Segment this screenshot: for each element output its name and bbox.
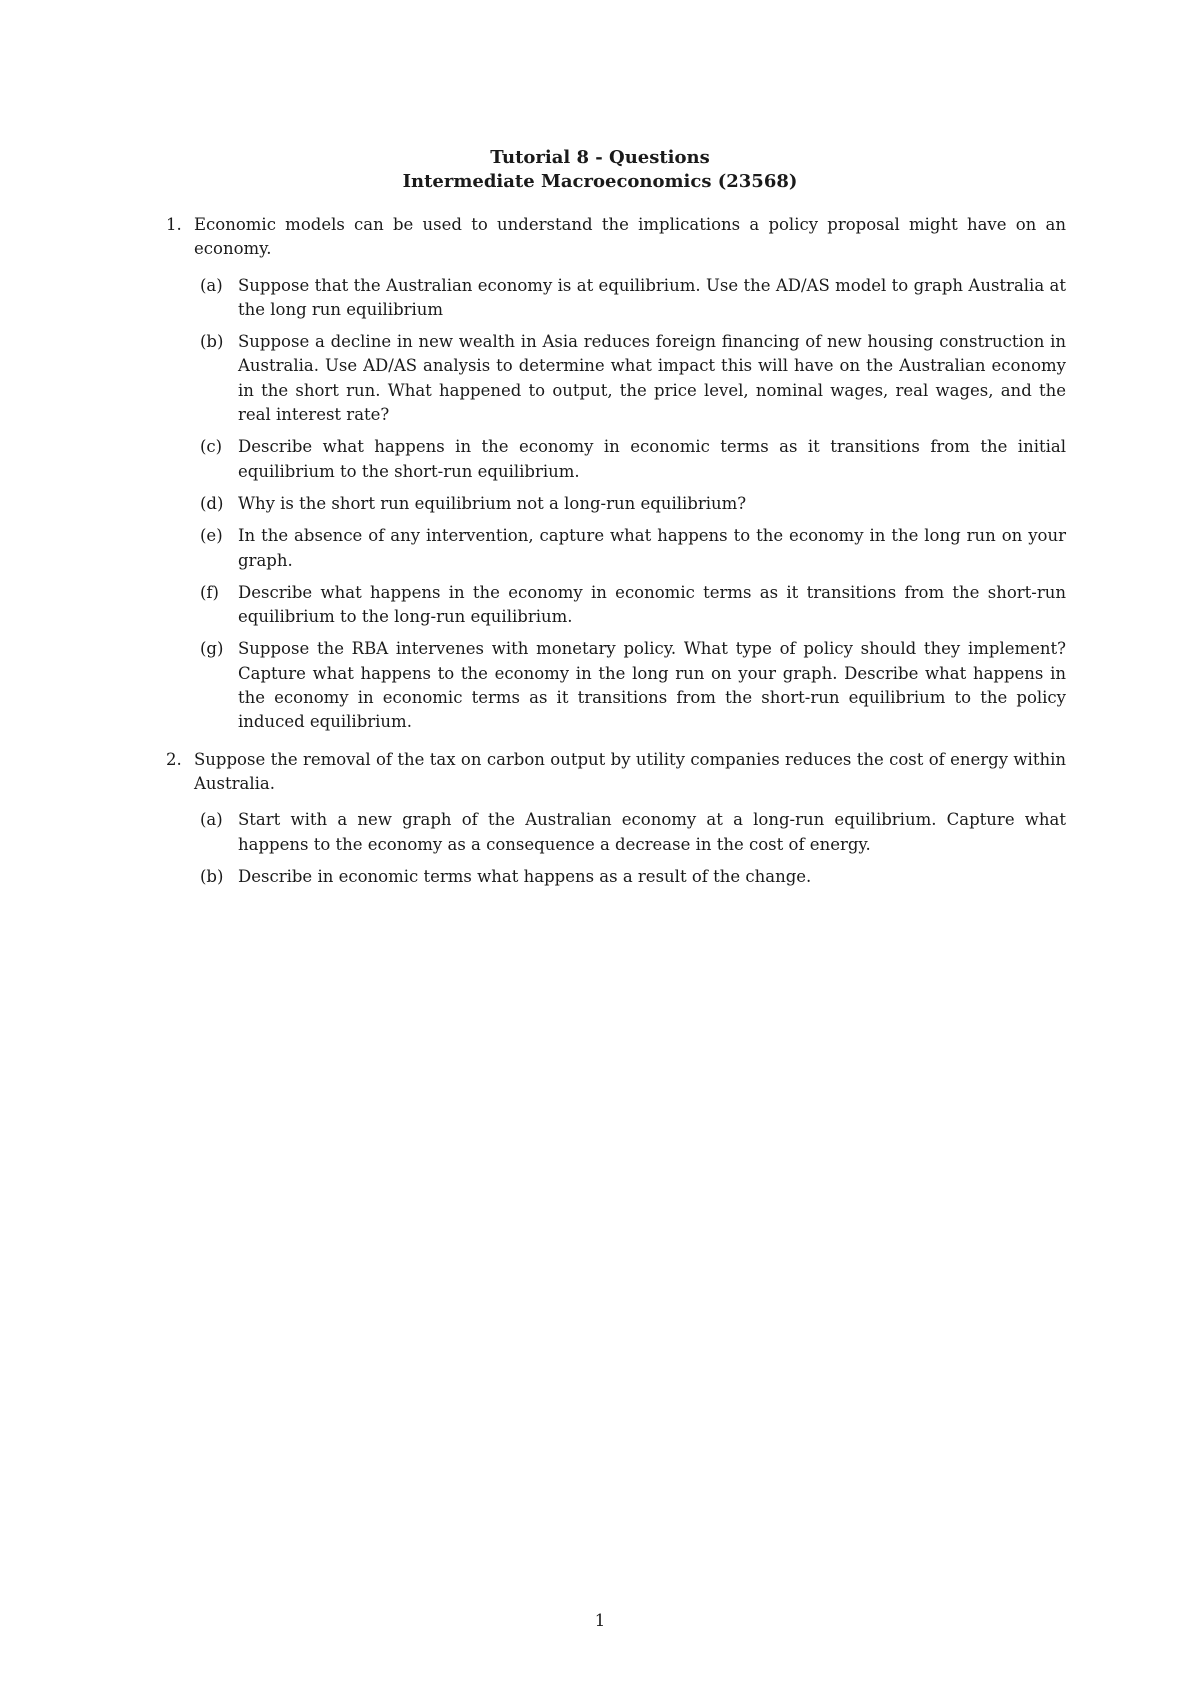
part-text: Start with a new graph of the Australian economy at a long-run equilibrium. Capture what happens to the economy as a consequence a decrease in the cost of energy. xyxy=(238,810,1066,854)
part-label: (f) xyxy=(200,582,219,602)
document-title: Tutorial 8 - Questions xyxy=(490,147,710,168)
part-text: Why is the short run equilibrium not a long-run equilibrium? xyxy=(238,493,747,513)
part-label: (g) xyxy=(200,639,224,659)
part-label: (b) xyxy=(200,332,224,352)
part-text: Describe what happens in the economy in economic terms as it transitions from the initial equilibrium to the short-run equilibrium. xyxy=(238,437,1066,481)
question-part xyxy=(194,330,1066,427)
question-part xyxy=(194,581,1066,630)
part-label: (d) xyxy=(200,493,224,513)
part-label: (c) xyxy=(200,437,223,457)
part-text: In the absence of any intervention, capture what happens to the economy in the long run on your graph. xyxy=(238,526,1066,570)
part-text: Suppose a decline in new wealth in Asia reduces foreign financing of new housing construction in Australia. Use AD/AS analysis to determine what impact this will have on the Australian economy in the short run. What happened to output, the price level, nominal wages, real wages, and the real interest rate? xyxy=(238,332,1066,425)
part-text: Describe what happens in the economy in economic terms as it transitions from the short-run equilibrium to the long-run equilibrium. xyxy=(238,582,1066,627)
question-list xyxy=(166,213,1066,902)
course-title: Intermediate Macroeconomics (23568) xyxy=(402,171,798,192)
question-text: Economic models can be used to understand the implications a policy proposal might have on an economy. xyxy=(194,215,1066,259)
part-label: (a) xyxy=(200,275,223,295)
part-text: Suppose that the Australian economy is at equilibrium. Use the AD/AS model to graph Australia at the long run equilibrium xyxy=(238,275,1066,319)
question-part xyxy=(194,808,1066,857)
question-part xyxy=(194,524,1066,573)
question-part xyxy=(194,865,1066,889)
part-text: Describe in economic terms what happens as a result of the change. xyxy=(238,866,812,886)
question-part xyxy=(194,274,1066,323)
question-parts xyxy=(194,808,1066,889)
document-header xyxy=(0,146,1200,194)
question-part xyxy=(194,492,1066,516)
question-1 xyxy=(166,213,1066,735)
question-number: 1. xyxy=(166,215,182,234)
question-part xyxy=(194,637,1066,734)
question-part xyxy=(194,435,1066,484)
page-number: 1 xyxy=(594,1611,606,1630)
part-label: (a) xyxy=(200,810,223,830)
part-label: (e) xyxy=(200,526,223,546)
question-2 xyxy=(166,748,1066,889)
part-text: Suppose the RBA intervenes with monetary policy. What type of policy should they implement? Capture what happens to the economy in the long run on your graph. Describe what happens in the economy in economic terms as it transitions from the short-run equilibrium to the policy induced equilibrium. xyxy=(238,639,1066,732)
question-parts xyxy=(194,274,1066,735)
question-text: Suppose the removal of the tax on carbon output by utility companies reduces the cost of energy within Australia. xyxy=(194,749,1066,793)
part-label: (b) xyxy=(200,866,224,886)
question-number: 2. xyxy=(166,749,182,769)
